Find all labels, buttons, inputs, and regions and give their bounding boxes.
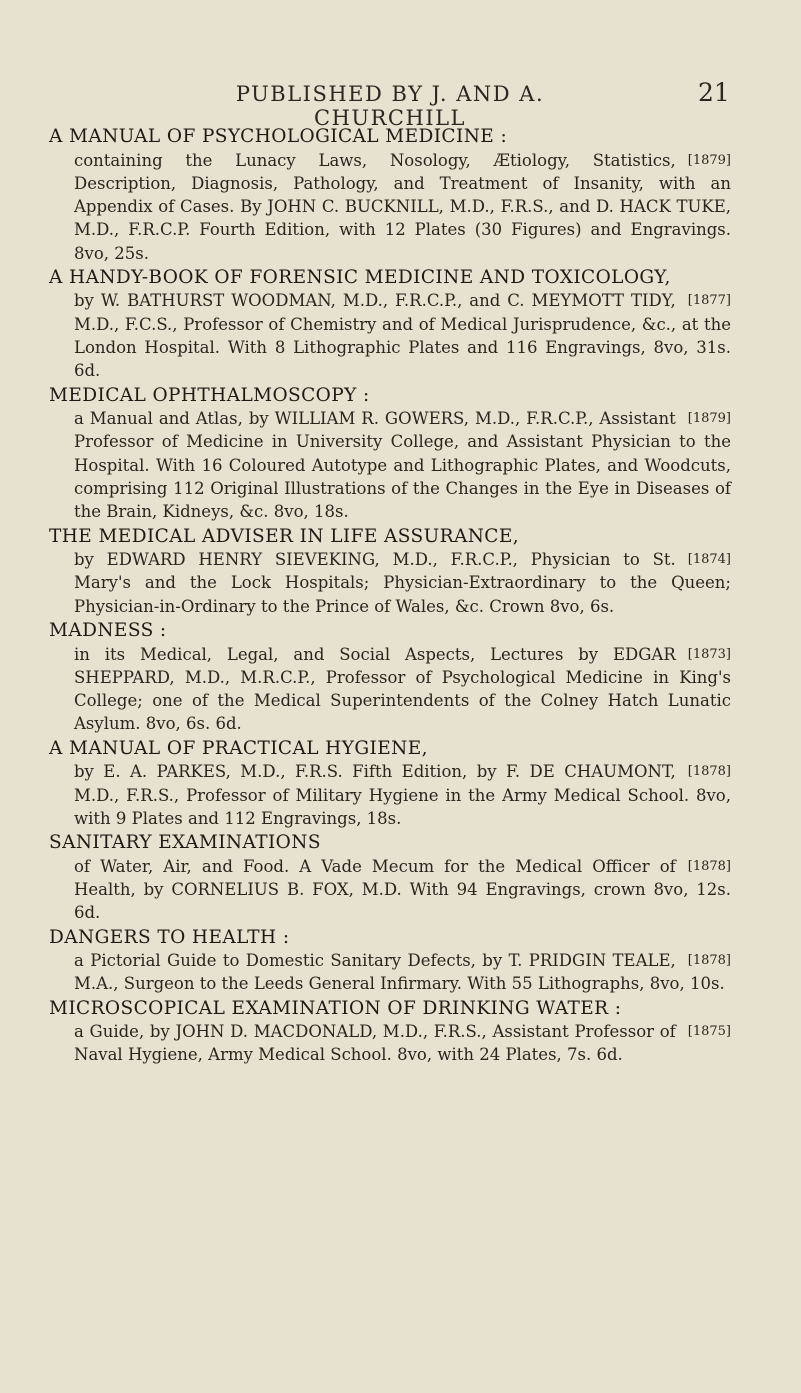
entry-title: MEDICAL OPHTHALMOSCOPY : (49, 384, 370, 406)
entry-text: containing the Lunacy Laws, Nosology, Ætiology, Statistics, Description, Diagnosis, Pathology, and Treatment of Insanity, with an Appendix of Cases. By JOHN C. BUCKNILL, M.D., F.R.S., and D. HACK TUKE, M.D., F.R.C.P. Fourth Edition, with 12 Plates (30 Figures) and Engravings. 8vo, 25s. (74, 150, 731, 263)
entry-description (74, 407, 731, 523)
catalogue-entry (49, 831, 731, 924)
entry-date: [1878] (687, 953, 731, 969)
entry-title: A MANUAL OF PRACTICAL HYGIENE, (49, 737, 428, 759)
entry-text: of Water, Air, and Food. A Vade Mecum for the Medical Officer of Health, by CORNELIUS B. FOX, M.D. With 94 Engravings, crown 8vo, 12s. 6d. (74, 856, 731, 923)
entry-description (74, 289, 731, 382)
catalogue-entry (49, 266, 731, 383)
catalogue-entry (49, 619, 731, 736)
entry-date: [1879] (687, 411, 731, 427)
entry-title: A MANUAL OF PSYCHOLOGICAL MEDICINE : (49, 126, 508, 147)
catalogue-entry (49, 125, 731, 265)
entry-text: a Pictorial Guide to Domestic Sanitary Defects, by T. PRIDGIN TEALE, M.A., Surgeon to the Leeds General Infirmary. With 55 Lithographs, 8vo, 10s. (74, 951, 725, 994)
entry-text: a Guide, by JOHN D. MACDONALD, M.D., F.R.S., Assistant Professor of Naval Hygiene, Army Medical School. 8vo, with 24 Plates, 7s. 6d. (74, 1022, 676, 1065)
entry-description (74, 548, 731, 618)
entry-text: by EDWARD HENRY SIEVEKING, M.D., F.R.C.P., Physician to St. Mary's and the Lock Hospitals; Physician-Extraordinary to the Queen; Physician-in-Ordinary to the Prince of Wales, &c. Crown 8vo, 6s. (74, 550, 731, 616)
entry-date: [1878] (687, 764, 731, 780)
entry-text: in its Medical, Legal, and Social Aspects, Lectures by EDGAR SHEPPARD, M.D., M.R.C.P., Professor of Psychological Medicine in King's College; one of the Medical Superintendents of the Colney Hatch Lunatic Asylum. 8vo, 6s. 6d. (74, 644, 731, 734)
entry-description (74, 855, 731, 925)
catalogue-entry (49, 997, 731, 1067)
entry-text: a Manual and Atlas, by WILLIAM R. GOWERS, M.D., F.R.C.P., Assistant Professor of Medicine in University College, and Assistant Physician to the Hospital. With 16 Coloured Autotype and Lithographic Plates, and Woodcuts, comprising 112 Original Illustrations of the Changes in the Eye in Diseases of the Brain, Kidneys, &c. 8vo, 18s. (74, 409, 731, 522)
running-head: PUBLISHED BY J. AND A. CHURCHILL (235, 82, 545, 130)
entry-text: by E. A. PARKES, M.D., F.R.S. Fifth Edition, by F. DE CHAUMONT, M.D., F.R.S., Professor of Military Hygiene in the Army Medical School. 8vo, with 9 Plates and 112 Engravings, 18s. (74, 762, 731, 828)
entry-description (74, 949, 731, 996)
entry-date: [1875] (687, 1024, 731, 1040)
catalogue-entry (49, 525, 731, 618)
catalogue-entry (49, 926, 731, 996)
entry-description (74, 149, 731, 265)
entry-text: by W. BATHURST WOODMAN, M.D., F.R.C.P., and C. MEYMOTT TIDY, M.D., F.C.S., Professor of Chemistry and of Medical Jurisprudence, &c., at the London Hospital. With 8 Lithographic Plates and 116 Engravings, 8vo, 31s. 6d. (74, 291, 731, 381)
entry-description (74, 760, 731, 830)
entry-title: THE MEDICAL ADVISER IN LIFE ASSURANCE, (49, 525, 520, 547)
page-number: 21 (698, 78, 730, 107)
entry-description (74, 643, 731, 736)
entry-date: [1874] (687, 552, 731, 568)
catalogue-entry (49, 737, 731, 830)
catalogue-entries (49, 125, 731, 1068)
entry-title: MICROSCOPICAL EXAMINATION OF DRINKING WATER : (49, 997, 622, 1019)
entry-date: [1877] (687, 293, 731, 309)
entry-date: [1878] (687, 858, 731, 874)
entry-title: MADNESS : (49, 620, 167, 642)
entry-title: DANGERS TO HEALTH : (49, 926, 290, 948)
entry-description (74, 1020, 731, 1067)
entry-title: SANITARY EXAMINATIONS (49, 832, 321, 854)
entry-title: A HANDY-BOOK OF FORENSIC MEDICINE AND TOXICOLOGY, (49, 266, 671, 288)
entry-date: [1873] (687, 646, 731, 662)
entry-date: [1879] (687, 152, 731, 168)
catalogue-entry (49, 384, 731, 524)
